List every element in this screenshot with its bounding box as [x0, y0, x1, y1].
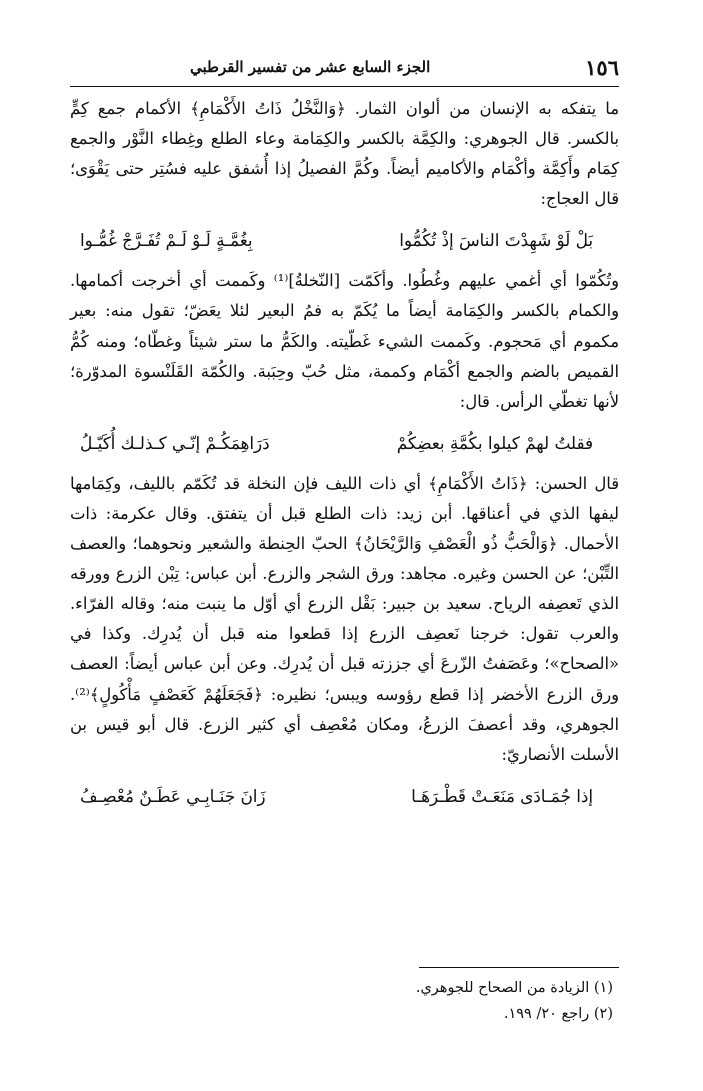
paragraph-3: قال الحسن: ﴿ذَاتُ الأَكْمَامِ﴾ أي ذات الليف فإن النخلة قد تُكَمّم بالليف، وكِمَامها ليفها الذي في أعناقها. أبن زيد: ذات الطلع قبل أن يتفتق. وقال عكرمة: ذات الأحمال. ﴿وَالْحَبُّ ذُو الْعَصْفِ وَالرَّيْحَانُ﴾ الحبّ الحِنطة والشعير ونحوهما؛ والعصف التِّبْن؛ عن الحسن وغيره. مجاهد: ورق الشجر والزرع. أبن عباس: تِبْن الزرع وورقه الذي تَعصِفه الرياح. سعيد بن جبير: بَقْل الزرع أي أوّل ما ينبت منه؛ وقاله الفرّاء. والعرب تقول: خرجنا نَعصِف الزرع إذا قطعوا منه قبل أن يُدرِك. وكذا في «الصحاح»؛ وعَصَفتُ الزّرعَ أي جززته قبل أن يُدرِك. وعن أبن عباس أيضاً: العصف ورق الزرع الأخضر إذا قطع رؤوسه ويبس؛ نظيره: ﴿فَجَعَلَهُمْ كَعَصْفٍ مَأْكُولٍ﴾⁽²⁾. الجوهري، وقد أعصفَ الزرعُ، ومكان مُعْصِف أي كثير الزرع. قال أبو قيس بن الأسلت الأنصاريّ: — [70, 473, 619, 764]
verse-3 — [70, 770, 619, 822]
verse-1-first-hemistich: بَلْ لَوْ شَهِدْتَ الناسَ إذْ تُكُمُّوا — [399, 230, 593, 251]
footnotes — [300, 975, 613, 1027]
verse-3-first-hemistich: إذا جُمَـادَى مَنَعَـتْ قَطْـرَهَـا — [411, 785, 593, 806]
verse-3-second-hemistich: زَانَ جَنَـابِـي عَطَـنٌ مُعْصِـفُ — [80, 785, 266, 806]
verse-2-first-hemistich: فقلتُ لهمْ كيلوا بكُمَّةِ بعضِكُمْ — [396, 432, 593, 453]
verse-2 — [70, 417, 619, 469]
verse-1-second-hemistich: بِغُمَّـةٍ لَـوْ لَـمْ تُفَـرَّجْ غُمُّـوا — [80, 230, 253, 251]
page-body — [70, 94, 619, 822]
footnote-2: (٢) راجع ٢٠/ ١٩٩. — [503, 1006, 613, 1022]
verse-2-second-hemistich: دَرَاهِمَكُـمْ إنّـي كـذلـك أُكَيّـلُ — [80, 432, 270, 453]
verse-1 — [70, 214, 619, 266]
footnote-divider — [419, 967, 619, 968]
paragraph-1: ما يتفكه به الإنسان من ألوان الثمار. ﴿وَالنَّخْلُ ذَاتُ الأَكْمَامِ﴾ الأكمام جمع كِمٍّ بالكسر. قال الجوهري: والكِمَّة بالكسر والكِمَامة وعاء الطلع وغِطاء النَّوْر والجمع كِمَام وأَكِمَّة وأكْمَام والأكاميم أيضاً. وكُمَّ الفصيلُ إذا أُشفق عليه فسُتِر حتى يَقْوَى؛ قال العجاج: — [70, 99, 619, 209]
running-title: الجزء السابع عشر من تفسير القرطبي — [190, 58, 431, 76]
paragraph-2: وتُكُمّوا أي أغمي عليهم وغُطُوا. وأكَمّت [النّخلةُ]⁽¹⁾ وكَممت أي أخرجت أكمامها. والكمام بالكسر والكِمَامة أيضاً ما يُكَمّ به فمُ البعير لئلا يعَضّ؛ تقول منه: بعير مكموم أي مَحجوم. وكَممت الشيء غَطّيته. والكَمُّ ما ستر شيئاً وغطّاه؛ ومنه كُمُّ القميص بالضم والجمع أكْمَام وكممة، مثل حُبّ وحِبَبة. والكُمّة القَلَنْسوة المدوّرة؛ لأنها تغطّي الرأس. قال: — [70, 271, 619, 411]
footnote-1: (١) الزيادة من الصحاح للجوهري. — [415, 980, 613, 996]
page-header — [70, 48, 619, 87]
page-number: ١٥٦ — [585, 54, 619, 80]
